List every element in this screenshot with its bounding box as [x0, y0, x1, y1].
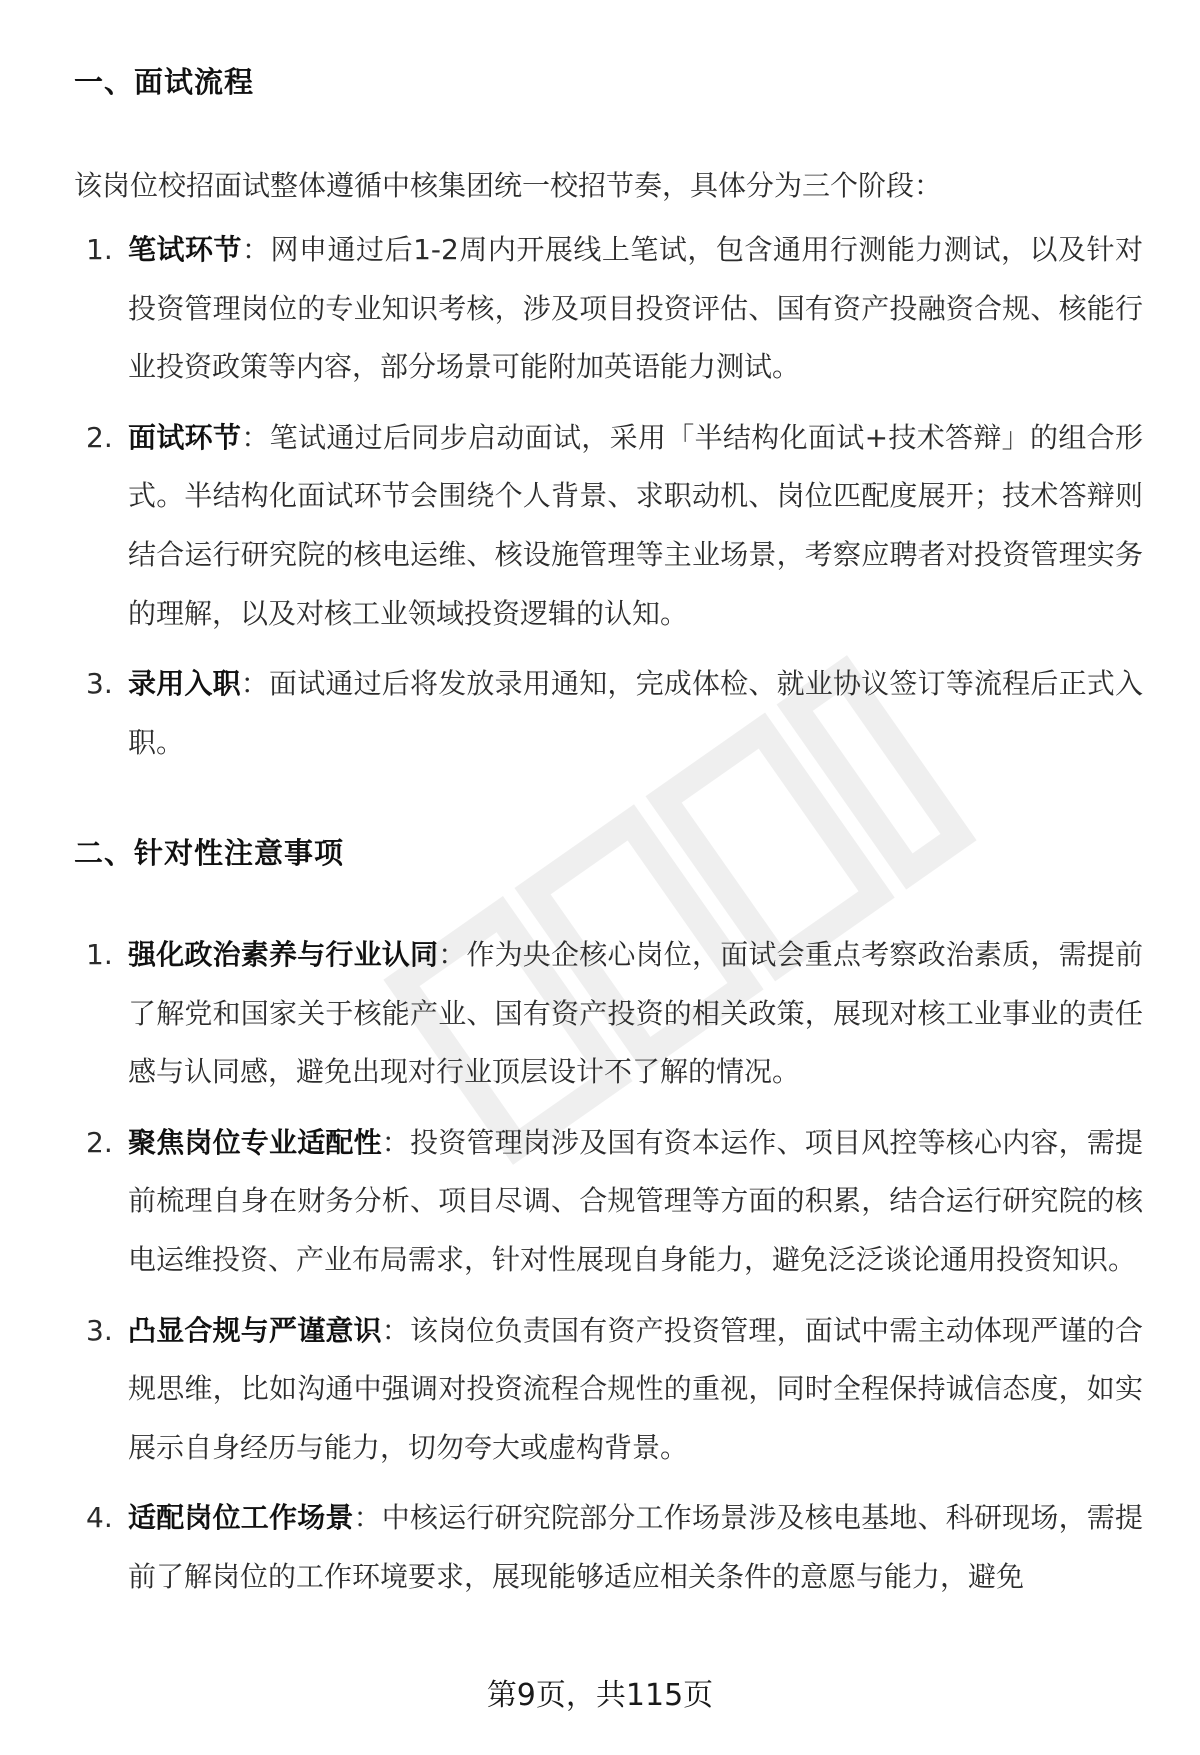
- list-item-label: 笔试环节: [128, 233, 243, 266]
- list-item-text: [128, 221, 1143, 397]
- precautions-list: [0, 926, 1200, 1619]
- list-item: [0, 926, 1200, 1102]
- list-item-label: 聚焦岗位专业适配性: [128, 1125, 382, 1159]
- list-item-text: [128, 926, 1143, 1102]
- list-item-body: ：网申通过后1-2周内开展线上笔试，包含通用行测能力测试，以及针对投资管理岗位的专业知识考核，涉及项目投资评估、国有资产投融资合规、核能行业投资政策等内容，部分场景可能附加英语能力测试。: [128, 233, 1143, 384]
- list-item-body: ：投资管理岗涉及国有资本运作、项目风控等核心内容，需提前梳理自身在财务分析、项目尽调、合规管理等方面的积累，结合运行研究院的核电运维投资、产业布局需求，针对性展现自身能力，避免泛泛谈论通用投资知识。: [128, 1125, 1143, 1276]
- list-item-body: ：笔试通过后同步启动面试，采用「半结构化面试+技术答辩」的组合形式。半结构化面试环节会围绕个人背景、求职动机、岗位匹配度展开；技术答辩则结合运行研究院的核电运维、核设施管理等主业场景，考察应聘者对投资管理实务的理解，以及对核工业领域投资逻辑的认知。: [128, 420, 1143, 630]
- interview-process-list: [0, 221, 1200, 784]
- section-title-precautions: 二、针对性注意事项: [74, 836, 345, 870]
- list-item-text: [128, 1489, 1143, 1606]
- list-item-body: ：作为央企核心岗位，面试会重点考察政治素质，需提前了解党和国家关于核能产业、国有资产投资的相关政策，展现对核工业事业的责任感与认同感，避免出现对行业顶层设计不了解的情况。: [128, 938, 1143, 1089]
- intro-paragraph: 该岗位校招面试整体遵循中核集团统一校招节奏，具体分为三个阶段：: [74, 169, 943, 202]
- list-item: [0, 1489, 1200, 1606]
- section-title-interview-process: 一、面试流程: [74, 65, 255, 99]
- list-item-text: [128, 1302, 1143, 1478]
- list-number: 2.: [86, 420, 113, 454]
- list-item-label: 强化政治素养与行业认同: [128, 938, 439, 971]
- list-item: [0, 655, 1200, 772]
- list-number: 1.: [86, 938, 113, 971]
- list-number: 3.: [86, 667, 113, 701]
- list-item-text: [128, 655, 1143, 772]
- list-item: [0, 1114, 1200, 1290]
- list-item-label: 凸显合规与严谨意识: [128, 1313, 382, 1347]
- list-item-text: [128, 1114, 1143, 1290]
- list-number: 2.: [86, 1125, 113, 1159]
- list-item-text: [128, 409, 1143, 643]
- list-item-label: 面试环节: [128, 420, 242, 454]
- list-item-label: 录用入职: [128, 667, 241, 701]
- list-item-body: ：面试通过后将发放录用通知，完成体检、就业协议签订等流程后正式入职。: [128, 667, 1143, 759]
- list-number: 3.: [86, 1313, 113, 1347]
- list-number: 4.: [86, 1501, 113, 1535]
- list-item: [0, 1302, 1200, 1478]
- page-footer: 第9页，共115页: [486, 1678, 714, 1713]
- list-item: [0, 221, 1200, 397]
- list-item-body: ：该岗位负责国有资产投资管理，面试中需主动体现严谨的合规思维，比如沟通中强调对投资流程合规性的重视，同时全程保持诚信态度，如实展示自身经历与能力，切勿夸大或虚构背景。: [128, 1313, 1143, 1464]
- list-item-body: ：中核运行研究院部分工作场景涉及核电基地、科研现场，需提前了解岗位的工作环境要求，展现能够适应相关条件的意愿与能力，避免: [128, 1501, 1143, 1593]
- list-item: [0, 409, 1200, 643]
- list-item-label: 适配岗位工作场景: [128, 1501, 354, 1535]
- list-number: 1.: [86, 233, 113, 266]
